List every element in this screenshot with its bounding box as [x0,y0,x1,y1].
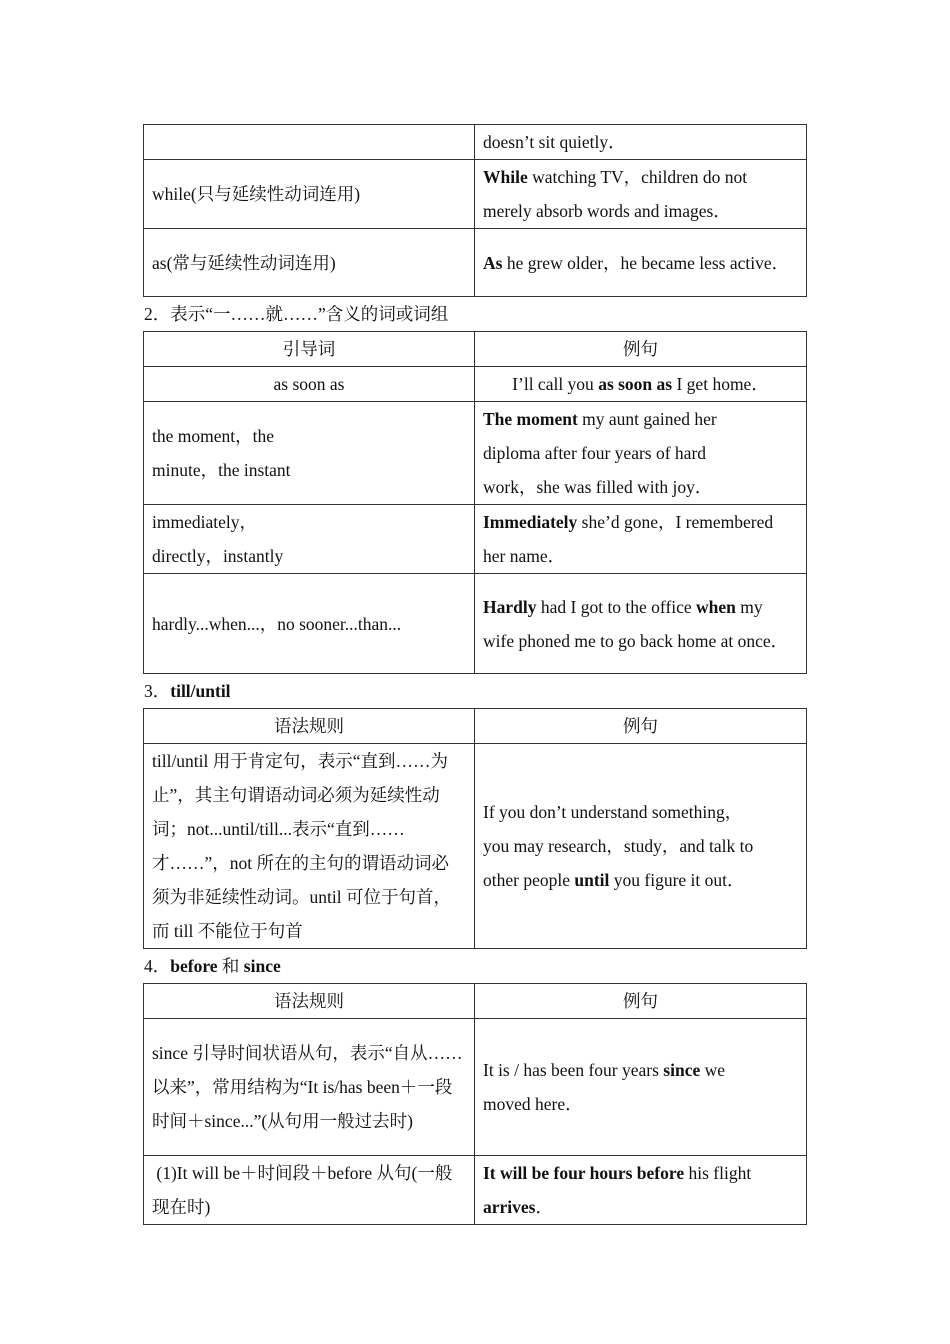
table-row [144,229,807,297]
text-run: ． [535,1197,553,1217]
table-cell-right [475,125,807,160]
text-run: we moved here． [483,1060,726,1114]
table-row [144,160,807,229]
table-header-row [144,332,807,367]
table-cell-left: as soon as [144,367,475,402]
document-page [143,124,807,1225]
table-cell-left: till/until 用于肯定句，表示“直到……为止”，其主句谓语动词必须为延续性动词；not...until/till...表示“直到……才……”，not 所在的主句的谓语动词必须为非延续性动词。until 可位于句首，而 till 不能位于句首 [144,744,475,949]
section-heading [143,674,807,708]
table-header-row [144,984,807,1019]
text-run: she’d gone，I remembered her name． [483,512,774,566]
heading-title: before [170,956,218,976]
table-cell-right [475,1156,807,1225]
bold-text: While [483,167,528,187]
bold-text: It will be four hours before [483,1163,685,1183]
column-header: 例句 [475,984,807,1019]
table-row [144,125,807,160]
bold-text: Hardly [483,596,537,617]
before-since-table [143,983,807,1225]
text-run: I get home． [672,374,769,394]
bold-text: when [696,596,736,617]
table-row [144,505,807,574]
till-until-table [143,708,807,949]
column-header: 引导词 [144,332,475,367]
section-heading [143,949,807,983]
bold-text: arrives [483,1197,536,1217]
heading-connector: 和 [217,956,244,976]
heading-number: 4． [144,956,171,976]
column-header: 例句 [475,709,807,744]
bold-text: as soon as [598,374,673,394]
text-run: It is / has been four years [483,1060,664,1080]
column-header: 语法规则 [144,984,475,1019]
text-run: you figure it out． [609,870,745,890]
table-row [144,367,807,402]
table-row [144,574,807,674]
table-cell-left [144,125,475,160]
table-cell-left: (1)It will be＋时间段＋before 从句(一般现在时) [144,1156,475,1225]
table-cell-left: as(常与延续性动词连用) [144,229,475,297]
table-cell-right [475,229,807,297]
text-run: doesn’t sit quietly． [483,132,626,152]
text-run: had I got to the office [536,596,697,617]
table-cell-right [475,1019,807,1156]
bold-text: Immediately [483,512,578,532]
table-header-row [144,709,807,744]
table-cell-left: immediately，directly，instantly [144,505,475,574]
column-header: 例句 [475,332,807,367]
column-header: 语法规则 [144,709,475,744]
text-run: his flight [684,1163,752,1183]
table-cell-right [475,402,807,505]
table-cell-left: the moment，the minute，the instant [144,402,475,505]
text-run: If you don’t understand something，you may research，study，and talk to other people [483,802,754,890]
table-cell-right [475,367,807,402]
table-cell-left: hardly...when...，no sooner...than... [144,574,475,674]
table-cell-left: since 引导时间状语从句，表示“自从……以来”，常用结构为“It is/has been＋一段时间＋since...”(从句用一般过去时) [144,1019,475,1156]
as-soon-as-table [143,331,807,674]
text-run: my wife phoned me to go back home at once． [483,596,789,651]
table-row [144,402,807,505]
bold-text: until [574,870,610,890]
text-run: I’ll call you [512,374,599,394]
heading-title: till/until [170,681,231,701]
table-row [144,1019,807,1156]
table-cell-right [475,574,807,674]
table-cell-right [475,160,807,229]
heading-number: 3． [144,681,171,701]
table-cell-left: while(只与延续性动词连用) [144,160,475,229]
bold-text: As [483,252,503,273]
text-run: my aunt gained her diploma after four years of hard work，she was filled with joy． [483,409,717,497]
table-row [144,1156,807,1225]
bold-text: since [663,1060,701,1080]
table-row [144,744,807,949]
bold-text: The moment [483,409,578,429]
section-heading: 2．表示“一……就……”含义的词或词组 [144,304,449,324]
text-run: watching TV，children do not merely absorb words and images． [483,167,748,221]
text-run: he grew older，he became less active． [502,252,790,273]
table-cell-right [475,505,807,574]
table-cell-right [475,744,807,949]
heading-title: since [243,956,281,976]
conjunction-table [143,124,807,297]
